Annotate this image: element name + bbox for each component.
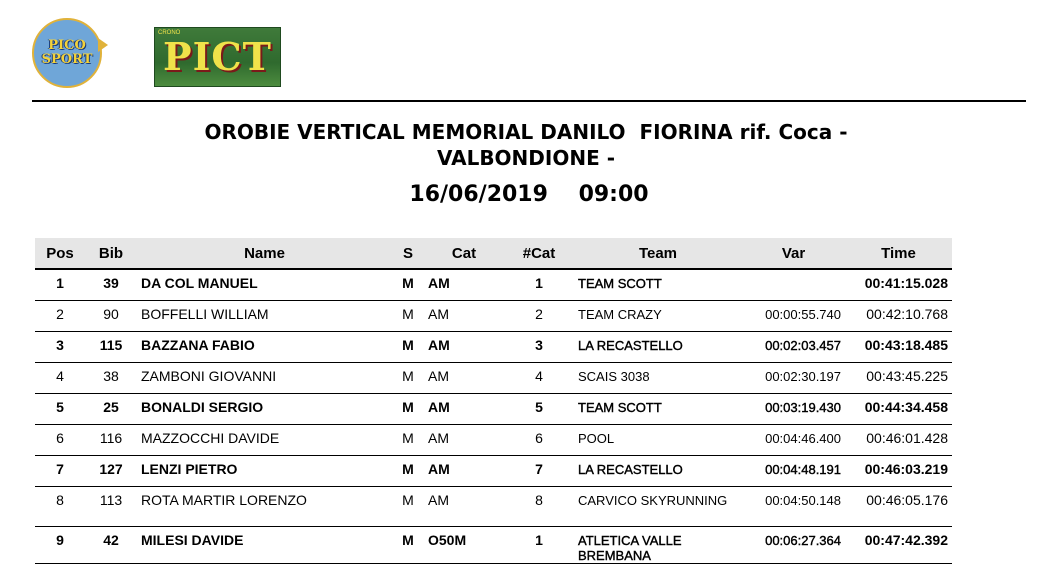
table-row [35,526,952,563]
table-row [35,455,952,486]
cell-bib: 127 [85,455,137,486]
col-name: Name [137,238,392,269]
cell-cat: AM [424,362,504,393]
cell-time: 00:43:18.485 [845,331,952,362]
cell-var: 00:03:19.430 [742,393,845,424]
cell-sex: M [392,393,424,424]
cell-team: SCAIS 3038 [574,362,742,393]
cell-bib: 25 [85,393,137,424]
cell-name: ROTA MARTIR LORENZO [137,486,392,526]
cell-pos: 4 [35,362,85,393]
col-time: Time [845,238,952,269]
cell-sex: M [392,526,424,563]
cell-bib: 90 [85,300,137,331]
col-team: Team [574,238,742,269]
cell-time: 00:43:45.225 [845,362,952,393]
cell-team: TEAM SCOTT [574,269,742,300]
pict-logo-text: PICT [163,34,272,79]
cell-var: 00:06:27.364 [742,526,845,563]
cell-cat: AM [424,300,504,331]
table-row [35,486,952,526]
table-row [35,362,952,393]
table-row [35,424,952,455]
cell-cat: AM [424,269,504,300]
cell-bib: 116 [85,424,137,455]
cell-pos: 6 [35,424,85,455]
cell-team: CARVICO SKYRUNNING [574,486,742,526]
cell-bib: 115 [85,331,137,362]
cell-pos: 8 [35,486,85,526]
cell-var: 00:02:30.197 [742,362,845,393]
cell-team: ATLETICA VALLE BREMBANA [574,526,742,563]
cell-cat-rank: 1 [504,269,574,300]
cell-time: 00:46:05.176 [845,486,952,526]
cell-bib: 113 [85,486,137,526]
cell-time: 00:42:10.768 [845,300,952,331]
cell-pos: 9 [35,526,85,563]
cell-cat: AM [424,486,504,526]
cell-time: 00:47:42.392 [845,526,952,563]
col-sex: S [392,238,424,269]
cell-sex: M [392,424,424,455]
cell-team: LA RECASTELLO [574,455,742,486]
cell-cat-rank: 8 [504,486,574,526]
table-row [35,269,952,300]
cell-var: 00:04:46.400 [742,424,845,455]
cell-bib: 42 [85,526,137,563]
cell-var: 00:04:48.191 [742,455,845,486]
cell-name: BAZZANA FABIO [137,331,392,362]
cell-name: DA COL MANUEL [137,269,392,300]
cell-var [742,269,845,300]
cell-cat-rank: 5 [504,393,574,424]
col-bib: Bib [85,238,137,269]
col-var: Var [742,238,845,269]
cell-cat: AM [424,393,504,424]
cell-name: MILESI DAVIDE [137,526,392,563]
cell-sex: M [392,486,424,526]
cell-team: POOL [574,424,742,455]
cell-time: 00:44:34.458 [845,393,952,424]
cell-pos: 1 [35,269,85,300]
cell-pos: 7 [35,455,85,486]
col-cat-rank: #Cat [504,238,574,269]
cell-name: ZAMBONI GIOVANNI [137,362,392,393]
event-title-line1: OROBIE VERTICAL MEMORIAL DANILO FIORINA rif. Coca - [204,120,848,144]
cell-name: LENZI PIETRO [137,455,392,486]
cell-cat: AM [424,455,504,486]
cell-time: 00:41:15.028 [845,269,952,300]
results-header-row [35,238,952,269]
cell-pos: 5 [35,393,85,424]
col-cat: Cat [424,238,504,269]
cell-cat: O50M [424,526,504,563]
event-date: 16/06/2019 [409,182,548,207]
cell-time: 00:46:03.219 [845,455,952,486]
cell-cat-rank: 2 [504,300,574,331]
logo-arrow-icon [98,38,108,52]
cell-time: 00:46:01.428 [845,424,952,455]
pico-sport-logo [32,18,102,88]
cell-var: 00:02:03.457 [742,331,845,362]
event-title-line2: VALBONDIONE - [436,146,616,170]
cell-sex: M [392,455,424,486]
table-row [35,393,952,424]
pict-logo [154,27,281,87]
cell-cat-rank: 3 [504,331,574,362]
col-pos: Pos [35,238,85,269]
table-row [35,300,952,331]
cell-sex: M [392,362,424,393]
cell-name: BONALDI SERGIO [137,393,392,424]
cell-cat: AM [424,424,504,455]
pico-sport-logo-text: PICO SPORT [41,38,93,67]
event-datetime [0,182,1058,207]
cell-team: TEAM CRAZY [574,300,742,331]
cell-bib: 39 [85,269,137,300]
cell-sex: M [392,331,424,362]
cell-var: 00:00:55.740 [742,300,845,331]
header-divider [32,100,1026,102]
cell-name: BOFFELLI WILLIAM [137,300,392,331]
cell-team: LA RECASTELLO [574,331,742,362]
cell-cat-rank: 1 [504,526,574,563]
event-time: 09:00 [578,182,649,207]
cell-cat-rank: 6 [504,424,574,455]
cell-team: TEAM SCOTT [574,393,742,424]
cell-sex: M [392,300,424,331]
cell-name: MAZZOCCHI DAVIDE [137,424,392,455]
cell-bib: 38 [85,362,137,393]
cell-sex: M [392,269,424,300]
cell-cat: AM [424,331,504,362]
cell-pos: 2 [35,300,85,331]
cell-cat-rank: 4 [504,362,574,393]
cell-pos: 3 [35,331,85,362]
event-title [0,119,1052,171]
table-row [35,331,952,362]
pict-logo-small-text: CRONO [158,30,181,36]
cell-var: 00:04:50.148 [742,486,845,526]
cell-cat-rank: 7 [504,455,574,486]
results-table [35,238,952,564]
